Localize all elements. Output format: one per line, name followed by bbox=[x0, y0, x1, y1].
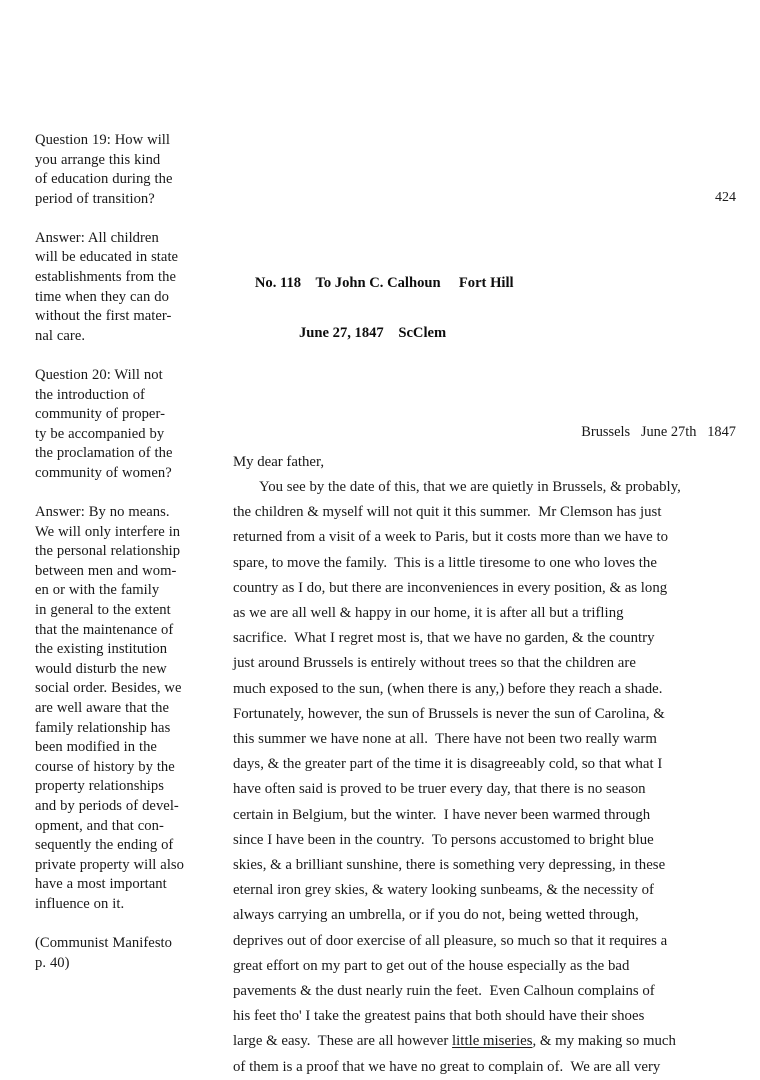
body-line: since I have been in the country. To persons accustomed to bright blue bbox=[233, 831, 654, 848]
body-line: skies, & a brilliant sunshine, there is something very depressing, in these bbox=[233, 857, 666, 874]
body-line: pavements & the dust nearly ruin the feet. Even Calhoun complains of bbox=[233, 983, 655, 1000]
margin-note-line: and by periods of devel- bbox=[35, 797, 179, 814]
margin-note-line: are well aware that the bbox=[35, 699, 170, 716]
letter-body bbox=[233, 475, 741, 1080]
margin-note-line: the existing institution bbox=[35, 641, 168, 658]
margin-note-line: been modified in the bbox=[35, 739, 157, 756]
body-line: always carrying an umbrella, or if you do not, being wetted through, bbox=[233, 907, 639, 924]
margin-note-line: course of history by the bbox=[35, 758, 175, 775]
letter-column bbox=[233, 246, 741, 1080]
body-line: as we are all well & happy in our home, it is after all but a trifling bbox=[233, 605, 624, 622]
margin-note-line: We will only interfere in bbox=[35, 523, 181, 540]
margin-note-line: private property will also bbox=[35, 856, 185, 873]
body-line: certain in Belgium, but the winter. I have never been warmed through bbox=[233, 806, 651, 823]
margin-note-line: would disturb the new bbox=[35, 660, 167, 677]
margin-note-line: community of women? bbox=[35, 464, 172, 481]
margin-note-line: Answer: By no means. bbox=[35, 504, 170, 520]
margin-note-line: Question 19: How will bbox=[35, 132, 171, 148]
heading-line-secondary: June 27, 1847 ScClem bbox=[299, 325, 447, 341]
body-line: Fortunately, however, the sun of Brussels is never the sun of Carolina, & bbox=[233, 705, 665, 722]
margin-note-line: between men and wom- bbox=[35, 562, 177, 579]
margin-note-line: property relationships bbox=[35, 778, 164, 795]
margin-note-line: establishments from the bbox=[35, 269, 176, 286]
letter-salutation: My dear father, bbox=[233, 454, 325, 470]
body-line: this summer we have none at all. There have not been two really warm bbox=[233, 731, 657, 748]
body-line: the children & myself will not quit it this summer. Mr Clemson has just bbox=[233, 504, 662, 521]
body-line: You see by the date of this, that we are quietly in Brussels, & probably, bbox=[259, 479, 681, 495]
body-line: returned from a visit of a week to Paris, but it costs more than we have to bbox=[233, 529, 669, 546]
body-line: his feet tho' I take the greatest pains that both should have their shoes bbox=[233, 1008, 645, 1025]
body-line: of them is a proof that we have no great to complain of. We are all very bbox=[233, 1058, 661, 1075]
document-heading bbox=[233, 246, 741, 396]
margin-note-line: in general to the extent bbox=[35, 601, 171, 618]
page-number: 424 bbox=[715, 190, 736, 205]
body-line: deprives out of door exercise of all pleasure, so much so that it requires a bbox=[233, 932, 668, 949]
body-line: just around Brussels is entirely without trees so that the children are bbox=[233, 655, 636, 672]
margin-note-line: (Communist Manifesto bbox=[35, 934, 172, 951]
margin-note-line: the proclamation of the bbox=[35, 445, 173, 462]
body-text-fragment: large & easy. These are all however bbox=[233, 1033, 453, 1050]
margin-note-line: Answer: All children bbox=[35, 229, 159, 246]
margin-note-line: the introduction of bbox=[35, 386, 145, 403]
margin-note-line: nal care. bbox=[35, 327, 86, 344]
margin-note-column bbox=[35, 131, 207, 973]
margin-note-line: time when they can do bbox=[35, 288, 169, 305]
heading-line-primary: No. 118 To John C. Calhoun Fort Hill bbox=[254, 275, 514, 291]
margin-note-line: social order. Besides, we bbox=[35, 680, 182, 697]
body-line: great effort on my part to get out of the house especially as the bad bbox=[233, 957, 630, 974]
margin-note-line: period of transition? bbox=[35, 190, 155, 207]
margin-note-line: the personal relationship bbox=[35, 543, 181, 560]
margin-note-line: family relationship has bbox=[35, 719, 171, 736]
body-line-with-emphasis bbox=[233, 1029, 741, 1054]
body-text-fragment: , & my making so much bbox=[532, 1033, 676, 1050]
margin-note-line: ty be accompanied by bbox=[35, 425, 165, 442]
margin-note-line: Question 20: Will not bbox=[35, 366, 163, 383]
body-line: days, & the greater part of the time it is disagreeably cold, so that what I bbox=[233, 756, 663, 773]
body-line: country as I do, but there are inconveniences in every position, & as long bbox=[233, 579, 668, 596]
margin-note-answer-20 bbox=[35, 503, 207, 914]
margin-note-line: have a most important bbox=[35, 876, 167, 893]
margin-note-line: will be educated in state bbox=[35, 249, 179, 266]
margin-note-line: influence on it. bbox=[35, 895, 125, 912]
margin-note-line: without the first mater- bbox=[35, 308, 172, 325]
body-line: sacrifice. What I regret most is, that we have no garden, & the country bbox=[233, 630, 655, 647]
body-line: spare, to move the family. This is a little tiresome to one who loves the bbox=[233, 554, 657, 571]
margin-note-question-20 bbox=[35, 366, 207, 484]
body-line: eternal iron grey skies, & watery looking sunbeams, & the necessity of bbox=[233, 882, 654, 899]
margin-note-line: you arrange this kind bbox=[35, 151, 161, 168]
underlined-phrase: little miseries bbox=[452, 1033, 533, 1050]
margin-note-line: sequently the ending of bbox=[35, 837, 174, 854]
margin-note-citation bbox=[35, 934, 207, 973]
margin-note-line: en or with the family bbox=[35, 582, 160, 599]
margin-note-line: p. 40) bbox=[35, 954, 70, 971]
margin-note-line: that the maintenance of bbox=[35, 621, 174, 638]
margin-note-line: community of proper- bbox=[35, 406, 165, 423]
body-line: have often said is proved to be truer every day, that there is no season bbox=[233, 781, 646, 798]
margin-note-line: of education during the bbox=[35, 171, 173, 188]
margin-note-answer-19 bbox=[35, 229, 207, 347]
letter-dateline: Brussels June 27th 1847 bbox=[581, 424, 736, 440]
margin-note-line: opment, and that con- bbox=[35, 817, 164, 834]
body-line: much exposed to the sun, (when there is any,) before they reach a shade. bbox=[233, 680, 663, 697]
